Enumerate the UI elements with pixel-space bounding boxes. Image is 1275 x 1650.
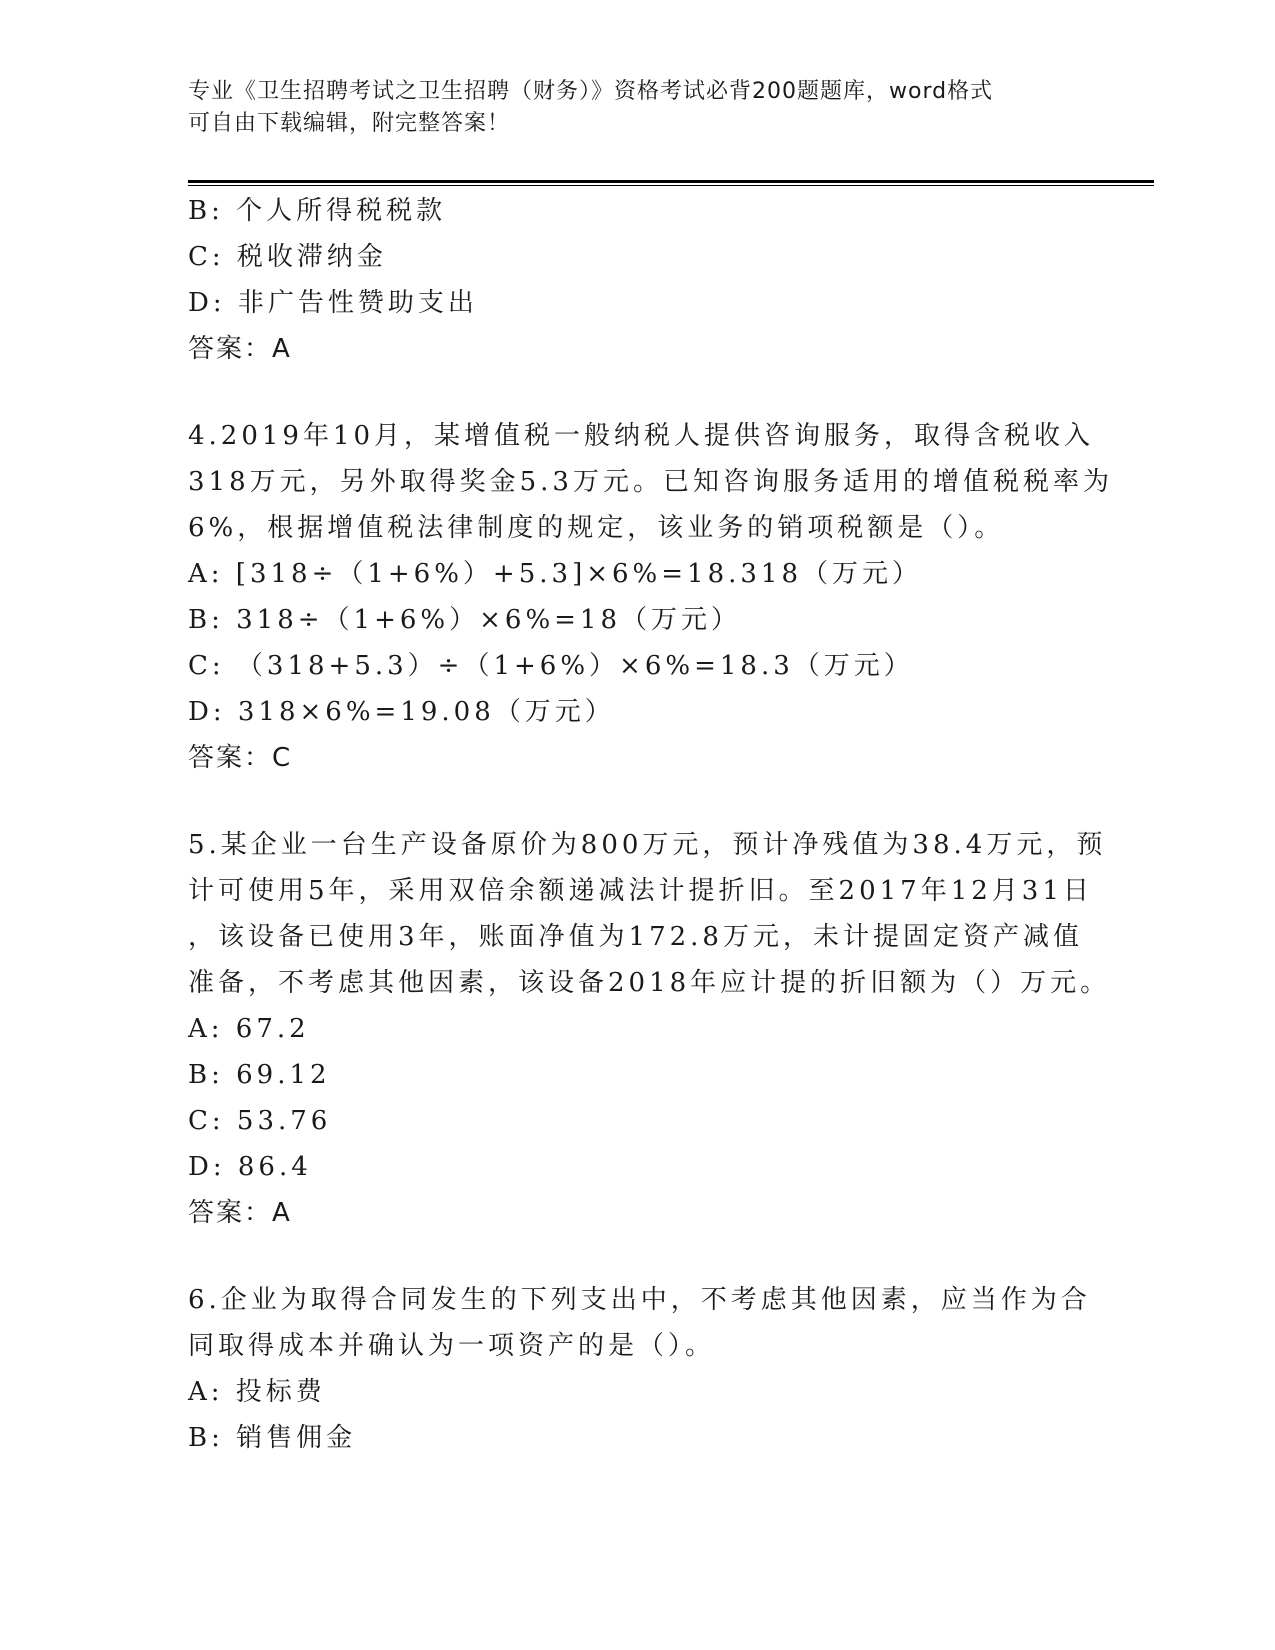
question-5 [188, 822, 1111, 1236]
question-6-option-b: B: 销售佣金 [188, 1423, 357, 1453]
question-6-text-line: 6.企业为取得合同发生的下列支出中，不考虑其他因素，应当作为合 [188, 1285, 1091, 1315]
question-5-option-a: A: 67.2 [188, 1014, 310, 1044]
document-body [188, 188, 1113, 1461]
question-5-text-line: 计可使用5年，采用双倍余额递减法计提折旧。至2017年12月31日 [188, 876, 1093, 906]
question-3-option-b: B: 个人所得税税款 [188, 196, 447, 226]
question-6-text-line: 同取得成本并确认为一项资产的是（）。 [188, 1331, 716, 1361]
header-rule-thin [188, 185, 1154, 186]
question-3-answer: 答案：A [188, 334, 292, 364]
question-5-text-line: ，该设备已使用3年，账面净值为172.8万元，未计提固定资产减值 [188, 922, 1083, 952]
question-4 [188, 413, 1113, 781]
question-6 [188, 1277, 1091, 1461]
question-5-option-c: C: 53.76 [188, 1106, 332, 1136]
question-6-option-a: A: 投标费 [188, 1377, 326, 1407]
question-4-option-b: B: 318÷（1+6%）×6%=18（万元） [188, 605, 742, 635]
question-4-option-c: C: （318+5.3）÷（1+6%）×6%=18.3（万元） [188, 651, 914, 681]
question-5-text-line: 准备，不考虑其他因素，该设备2018年应计提的折旧额为（）万元。 [188, 968, 1111, 998]
question-3-option-c: C: 税收滞纳金 [188, 242, 387, 272]
question-5-option-d: D: 86.4 [188, 1152, 312, 1182]
spacer [188, 781, 1088, 822]
document-header [188, 76, 1068, 140]
question-4-text-line: 4.2019年10月，某增值税一般纳税人提供咨询服务，取得含税收入 [188, 421, 1095, 451]
question-4-option-a: A: [318÷（1+6%）+5.3]×6%=18.318（万元） [188, 559, 922, 589]
header-title-line-2: 可自由下载编辑，附完整答案！ [188, 111, 511, 136]
header-title-line-1: 专业《卫生招聘考试之卫生招聘（财务）》资格考试必背200题题库，word格式 [188, 79, 994, 104]
question-4-text-line: 318万元，另外取得奖金5.3万元。已知咨询服务适用的增值税税率为 [188, 467, 1113, 497]
question-4-answer: 答案：C [188, 743, 293, 773]
question-5-answer: 答案：A [188, 1198, 292, 1228]
question-4-text-line: 6%，根据增值税法律制度的规定，该业务的销项税额是（）。 [188, 513, 1005, 543]
spacer [188, 372, 1088, 413]
question-5-text-line: 5.某企业一台生产设备原价为800万元，预计净残值为38.4万元，预 [188, 830, 1107, 860]
question-4-option-d: D: 318×6%=19.08（万元） [188, 697, 615, 727]
spacer [188, 1236, 1088, 1277]
question-5-option-b: B: 69.12 [188, 1060, 331, 1090]
header-rule-thick [188, 180, 1154, 183]
question-3-option-d: D: 非广告性赞助支出 [188, 288, 478, 318]
question-3 [188, 188, 1088, 372]
